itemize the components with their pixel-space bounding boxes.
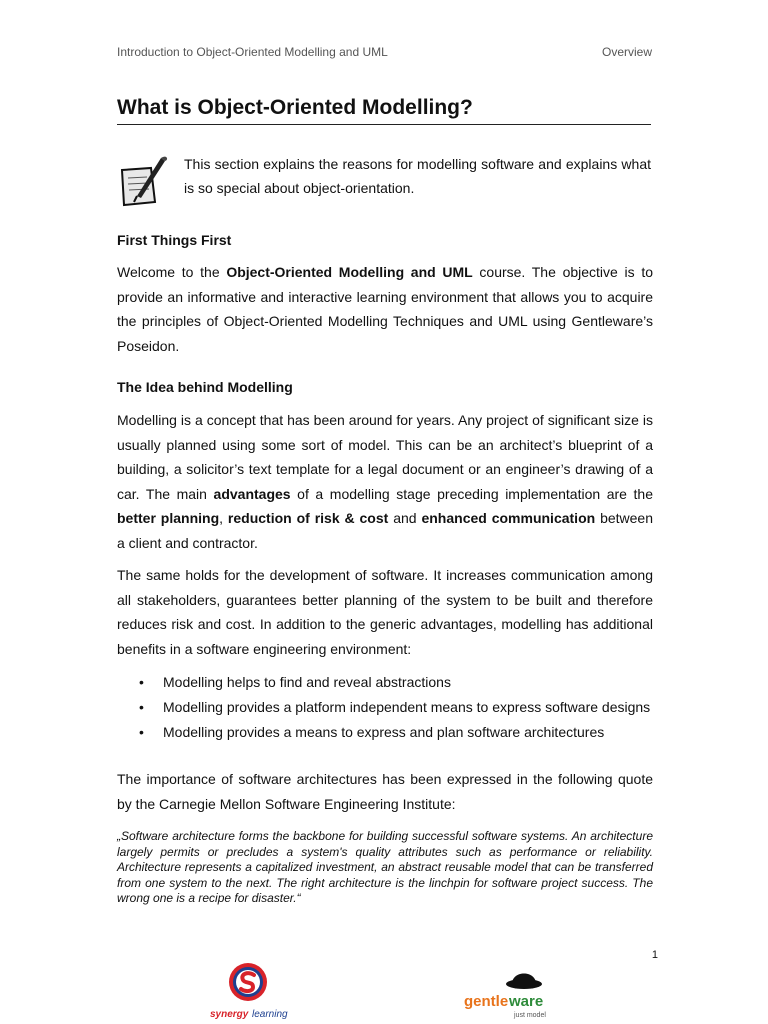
ware-word: ware (509, 993, 544, 1010)
paragraph-welcome (117, 260, 653, 358)
heading-first-things-first: First Things First (117, 232, 232, 248)
heading-idea-behind-modelling: The Idea behind Modelling (117, 379, 293, 395)
text-run: course. The objective is to provide an informative and interactive learning environment that allows you to acquire the principles of Object-Oriented Modelling Techniques and UML using Gentleware’s Poseidon. (117, 264, 653, 354)
sei-quote: „Software architecture forms the backbone for building successful software systems. An architecture largely permits or precludes a system's quality attributes such as performance or reliability. Architecture represents a capitalized investment, an abstract reusable model that can be transferred from one system to the next. The right architecture is the linchpin for software project success. The wrong one is a recipe for disaster.“ (117, 829, 653, 905)
page-number: 1 (651, 949, 658, 961)
text-run: Modelling is a concept that has been around for years. Any project of significant size is usually planned using some sort of model. This can be an architect’s blueprint of a building, a solicitor’s text template for a legal document or an engineer’s drawing of a car. The main (117, 412, 653, 502)
bullet-icon: • (139, 724, 144, 740)
running-header-title: Introduction to Object-Oriented Modelling and UML (117, 45, 388, 59)
list-item (117, 674, 653, 690)
tagline: just model (514, 1012, 546, 1019)
list-item-text: Modelling provides a platform independent means to express software designs (163, 699, 651, 715)
reduction-risk-bold: reduction of risk & cost (227, 510, 389, 526)
text-run: between a client and contractor. (117, 510, 653, 551)
paragraph-software-development: The same holds for the development of software. It increases communication among all stakeholders, guarantees better planning of the system to be built and therefore reduces risk and cost. In addition to the generic advantages, modelling has additional benefits in a software engineering environment: (117, 567, 653, 657)
better-planning-bold: better planning (117, 510, 220, 526)
text-run: and (388, 510, 422, 526)
enhanced-communication-bold: enhanced communication (421, 510, 596, 526)
list-item-text: Modelling provides a means to express and plan software architectures (163, 724, 605, 740)
text-run: of a modelling stage preceding implementation are the (290, 485, 653, 502)
page-title: What is Object-Oriented Modelling? (117, 96, 651, 125)
gentle-word: gentle (464, 993, 509, 1010)
intro-text: This section explains the reasons for modelling software and explains what is so special about object-orientation. (184, 156, 651, 196)
gentleware-logo (462, 966, 554, 1022)
benefits-list (117, 674, 653, 749)
paragraph-importance-architecture: The importance of software architectures has been expressed in the following quote by the Carnegie Mellon Software Engineering Institute: (117, 771, 653, 812)
running-header-section: Overview (601, 45, 652, 59)
list-item (117, 724, 653, 740)
quill-paper-icon (117, 152, 169, 210)
text-run: Welcome to the (117, 264, 227, 280)
course-name-bold: Object-Oriented Modelling and UML (226, 264, 473, 280)
advantages-bold: advantages (213, 485, 291, 502)
text-run: , (219, 510, 228, 526)
learning-word: learning (252, 1009, 288, 1020)
bullet-icon: • (139, 674, 144, 690)
synergy-learning-logo (206, 962, 290, 1024)
bullet-icon: • (139, 699, 144, 715)
list-item-text: Modelling helps to find and reveal abstractions (163, 674, 451, 690)
list-item (117, 699, 653, 715)
paragraph-modelling-concept (117, 408, 653, 555)
synergy-word: synergy (210, 1009, 249, 1020)
